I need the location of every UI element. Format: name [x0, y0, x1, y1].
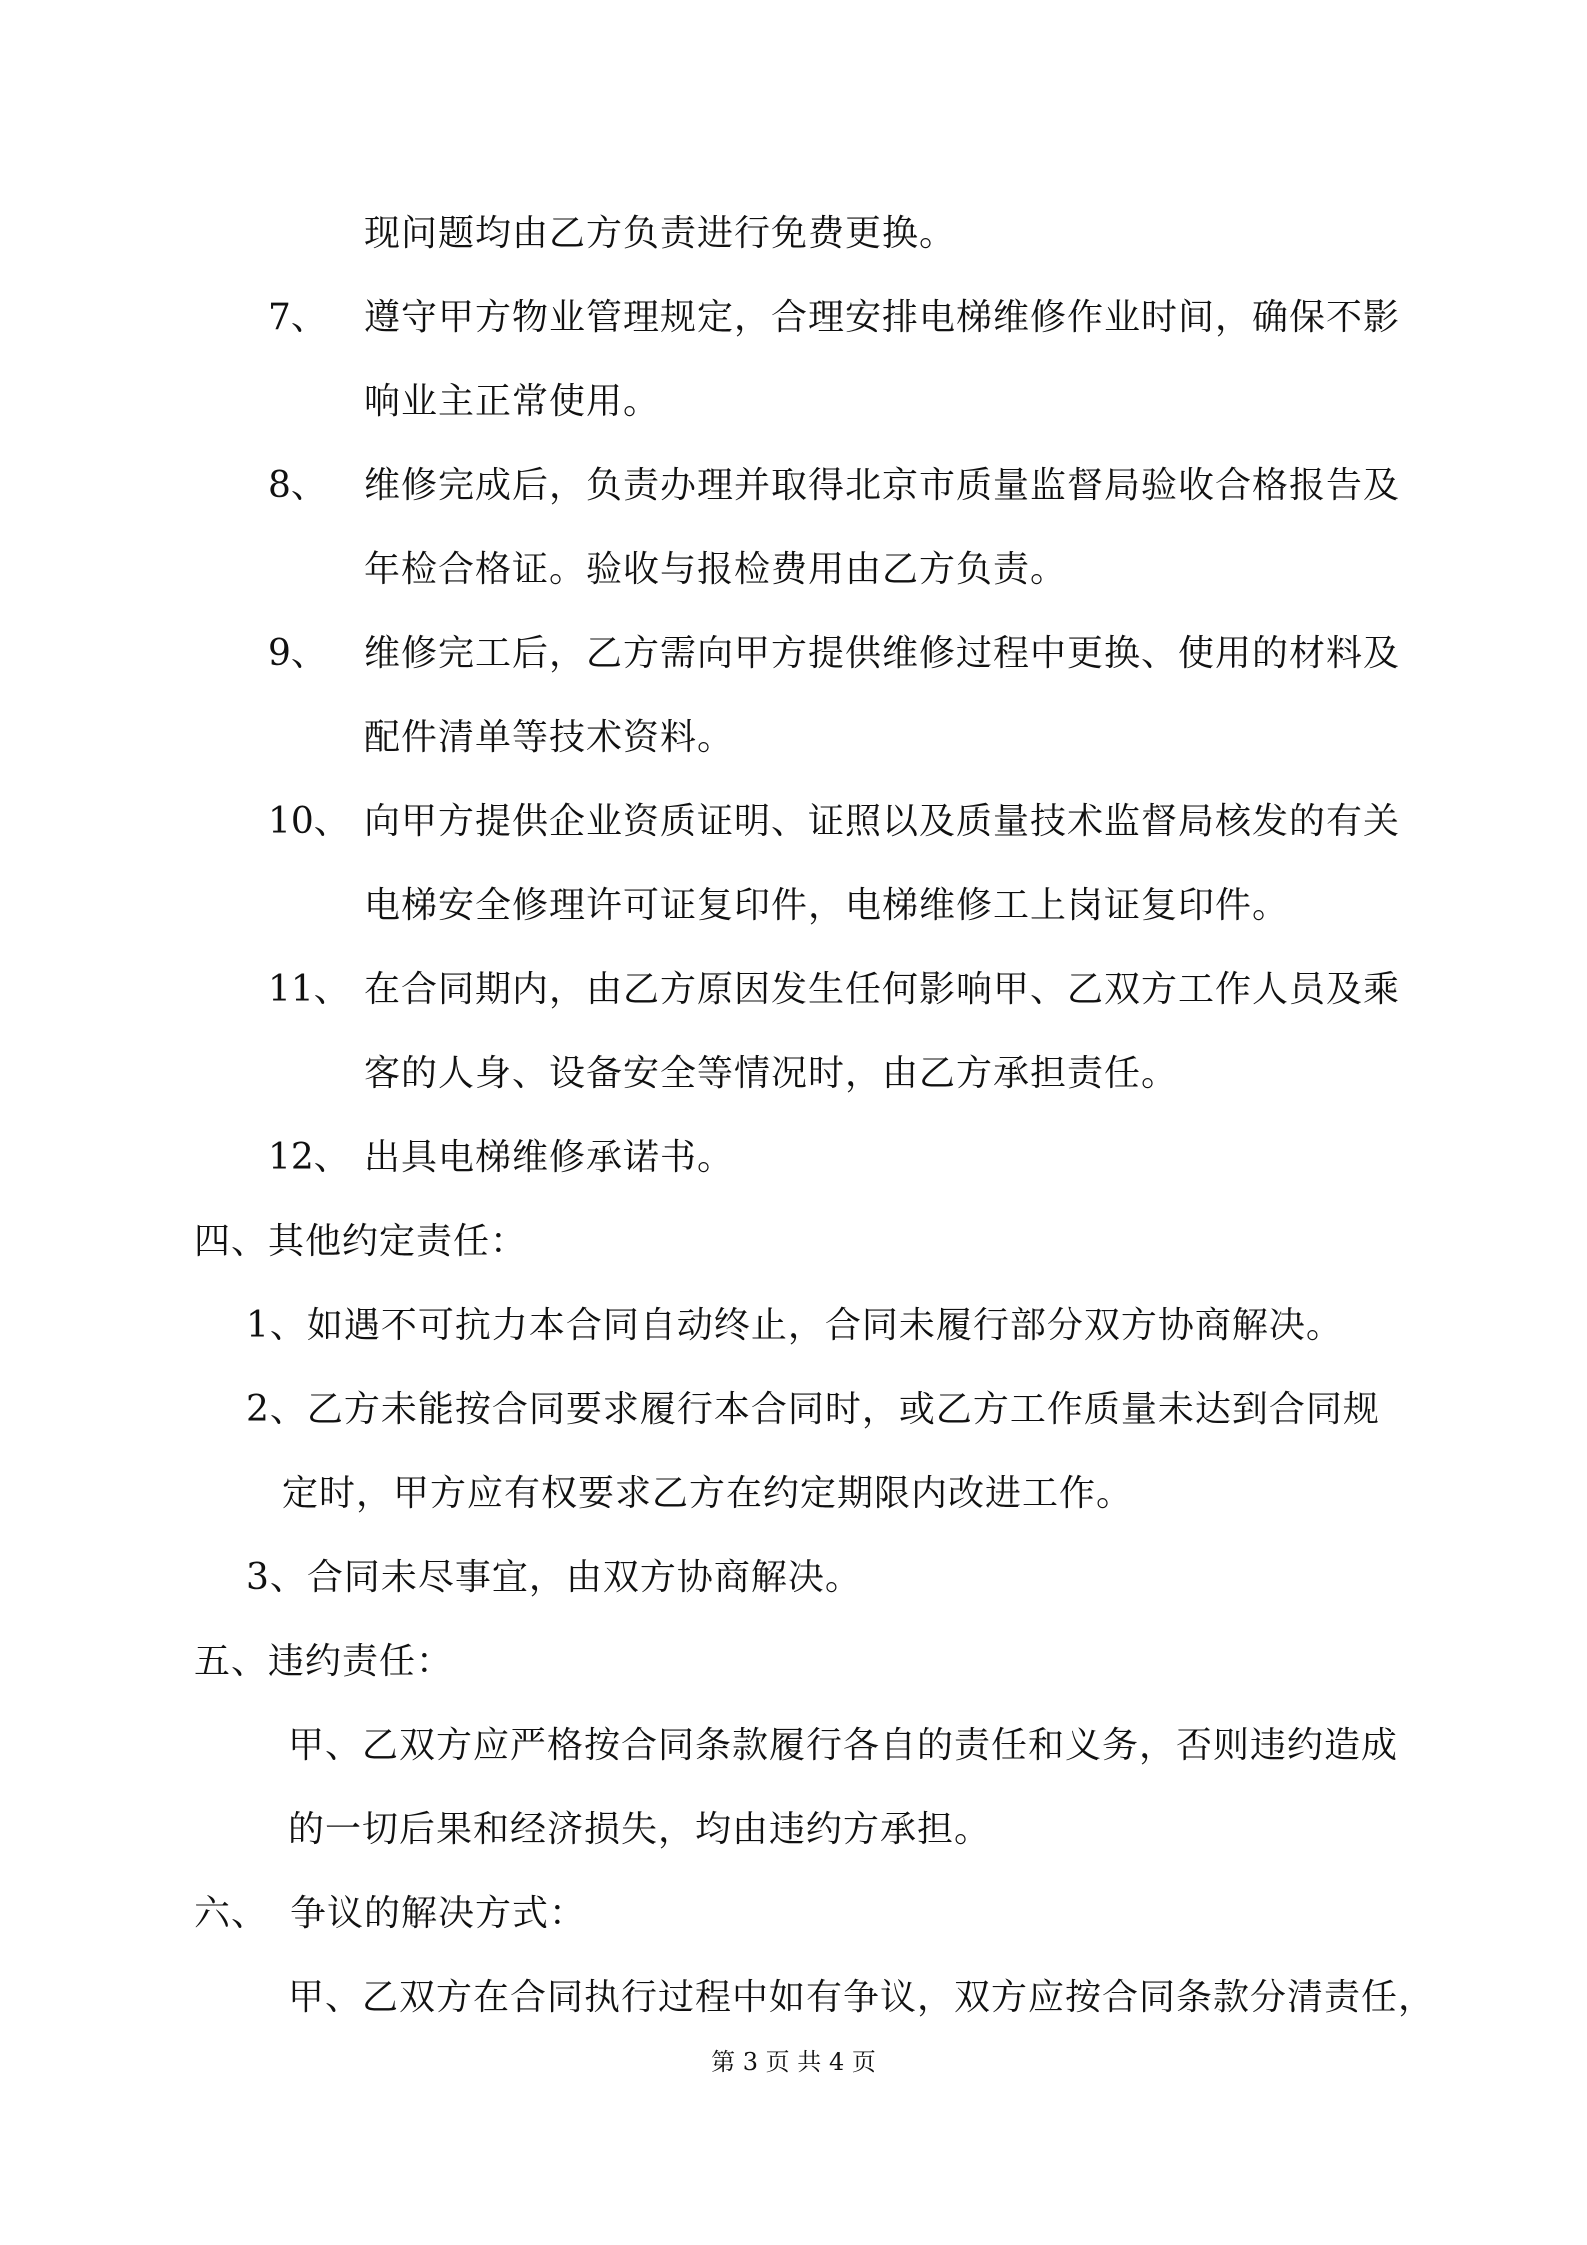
clause-12-number: 12、 — [268, 1137, 350, 1178]
section-5-paragraph-line-1: 甲、乙双方应严格按合同条款履行各自的责任和义务，否则违约造成 — [288, 1725, 1399, 1766]
clause-8-line-1: 维修完成后，负责办理并取得北京市质量监督局验收合格报告及 — [364, 465, 1401, 506]
clause-8-line-2: 年检合格证。验收与报检费用由乙方负责。 — [364, 549, 1068, 590]
section-5-heading: 五、违约责任： — [194, 1641, 454, 1682]
clause-12-line-1: 出具电梯维修承诺书。 — [364, 1137, 735, 1178]
clause-7-line-2: 响业主正常使用。 — [364, 381, 661, 422]
section-6-number: 六、 — [194, 1893, 269, 1934]
section-6-paragraph-line-1: 甲、乙双方在合同执行过程中如有争议，双方应按合同条款分清责任， — [288, 1977, 1436, 2018]
clause-9-number: 9、 — [268, 633, 327, 674]
clause-11-line-2: 客的人身、设备安全等情况时，由乙方承担责任。 — [364, 1053, 1179, 1094]
clause-9-line-1: 维修完工后，乙方需向甲方提供维修过程中更换、使用的材料及 — [364, 633, 1401, 674]
clause-7-number: 7、 — [268, 297, 327, 338]
clause-11-line-1: 在合同期内，由乙方原因发生任何影响甲、乙双方工作人员及乘 — [364, 969, 1401, 1010]
clause-10-line-1: 向甲方提供企业资质证明、证照以及质量技术监督局核发的有关 — [364, 801, 1401, 842]
section-5-paragraph-line-2: 的一切后果和经济损失，均由违约方承担。 — [288, 1809, 992, 1850]
clause-10-number: 10、 — [268, 801, 350, 842]
section-6-heading: 争议的解决方式： — [290, 1893, 587, 1934]
section-4-item-2-line-2: 定时，甲方应有权要求乙方在约定期限内改进工作。 — [282, 1473, 1134, 1514]
section-4-item-2-line-1: 2、乙方未能按合同要求履行本合同时，或乙方工作质量未达到合同规 — [246, 1389, 1380, 1430]
section-4-item-3: 3、合同未尽事宜，由双方协商解决。 — [246, 1557, 862, 1598]
clause-7-line-1: 遵守甲方物业管理规定，合理安排电梯维修作业时间，确保不影 — [364, 297, 1401, 338]
clause-10-line-2: 电梯安全修理许可证复印件，电梯维修工上岗证复印件。 — [364, 885, 1290, 926]
page-number-footer: 第 3 页 共 4 页 — [711, 2048, 876, 2076]
clause-9-line-2: 配件清单等技术资料。 — [364, 717, 735, 758]
clause-6-continuation: 现问题均由乙方负责进行免费更换。 — [364, 213, 957, 254]
section-4-item-1: 1、如遇不可抗力本合同自动终止，合同未履行部分双方协商解决。 — [246, 1305, 1343, 1346]
clause-11-number: 11、 — [268, 969, 350, 1010]
section-4-heading: 四、其他约定责任： — [194, 1221, 528, 1262]
clause-8-number: 8、 — [268, 465, 327, 506]
